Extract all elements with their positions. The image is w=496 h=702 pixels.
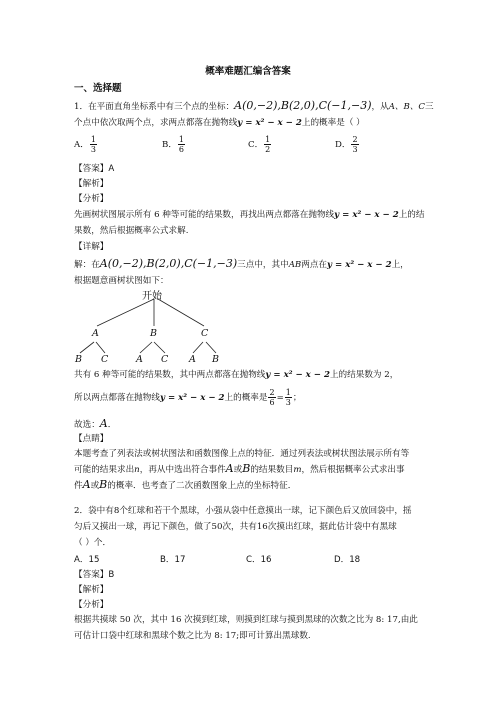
tree-root: 开始 xyxy=(142,291,162,302)
fraction: $\frac{1}{3}$ xyxy=(90,135,96,154)
option-a: A．15 xyxy=(74,555,100,565)
detail-label: 【详解】 xyxy=(74,242,109,252)
fenxi-text-line2: 果数，然后根据概率公式求解. xyxy=(74,226,189,236)
probability-line: 所以两点都落在抛物线y = x² − x − 2上的概率是 $\frac{2}{6}$ = $\frac{1}{3}$ ； xyxy=(74,388,302,407)
comment-label: 【点睛】 xyxy=(74,434,109,444)
tree-leaf: B xyxy=(75,354,82,365)
question-2-stem-line2: 匀后又摸出一球，再记下颜色，做了50次，共有16次摸出红球，据此估计袋中有黑球 xyxy=(74,522,397,532)
option-b: B．17 xyxy=(160,555,186,565)
tree-leaf: A xyxy=(189,354,196,365)
tree-node: B xyxy=(150,328,157,339)
tree-edge xyxy=(154,342,165,353)
tree-leaf: C xyxy=(101,354,109,365)
tree-leaf: C xyxy=(161,354,169,365)
fenxi-text-line1: 先画树状图展示所有 6 种等可能的结果数，再找出两点都落在抛物线y = x² − x − 2上的结 xyxy=(74,210,425,220)
fraction: $\frac{2}{6}$ xyxy=(269,388,275,407)
section-heading: 一、选择题 xyxy=(74,83,122,94)
comment-line2: 可能的结果求出n，再从中选出符合事件A或B的结果数目m，然后根据概率公式求出事 xyxy=(74,462,405,475)
fraction: $\frac{1}{3}$ xyxy=(285,388,291,407)
tree-edge xyxy=(193,342,203,353)
fenxi-text-line2: 可估计口袋中红球和黑球个数之比为 8: 17;即可计算出黑球数. xyxy=(74,631,311,641)
tree-edge xyxy=(96,342,105,353)
question-1-stem-line2: 个点中依次取两个点，求两点都落在抛物线y = x² − x − 2上的概率是（ ） xyxy=(74,118,365,128)
option-b: B． $\frac{1}{6}$ xyxy=(162,135,185,154)
option-c: C． $\frac{1}{2}$ xyxy=(248,135,271,154)
option-d: D． $\frac{2}{3}$ xyxy=(335,135,358,154)
question-1-stem-line1: 1．在平面直角坐标系中有三个点的坐标：A(0,−2),B(2,0),C(−1,−3)，从A、B、C三 xyxy=(74,99,434,112)
choose-line: 故选：A． xyxy=(74,417,117,430)
question-number: 1． xyxy=(74,102,89,112)
points-expression: A(0,−2),B(2,0),C(−1,−3) xyxy=(234,99,372,112)
option-c: C．16 xyxy=(246,555,272,565)
question-2-stem-line1: 2．袋中有8个红球和若干个黑球，小强从袋中任意摸出一球，记下颜色后又放回袋中，摇 xyxy=(74,506,412,516)
fenxi-label: 【分析】 xyxy=(74,600,109,610)
fraction: $\frac{2}{3}$ xyxy=(352,135,358,154)
detail-text-line1: 解：在A(0,−2),B(2,0),C(−1,−3)三点中，其中AB两点在y = x² − x − 2上， xyxy=(74,257,409,270)
fraction: $\frac{1}{2}$ xyxy=(265,135,271,154)
answer-label: 【答案】B xyxy=(74,570,115,580)
parabola-expression: y = x² − x − 2 xyxy=(237,118,302,128)
tree-intro: 根据题意画树状图如下： xyxy=(74,276,169,286)
tree-edge xyxy=(97,299,154,326)
option-d: D．18 xyxy=(334,555,361,565)
tree-node: A xyxy=(92,328,99,339)
fraction: $\frac{1}{6}$ xyxy=(178,135,185,154)
tree-edge xyxy=(158,299,204,326)
comment-line3: 件A或B的概率．也考查了二次函数图象上点的坐标特征． xyxy=(74,478,297,491)
analysis-label: 【解析】 xyxy=(74,585,109,595)
question-2-stem-line3: （ ）个． xyxy=(74,538,112,548)
option-a: A． $\frac{1}{3}$ xyxy=(74,135,96,154)
tree-leaf: A xyxy=(136,354,143,365)
comment-line1: 本题考查了列表法或树状图法和函数图像上点的特征．通过列表法或树状图法展示所有等 xyxy=(74,449,410,459)
tree-edge xyxy=(206,342,216,353)
document-title: 概率难题汇编含答案 xyxy=(205,66,291,77)
answer-label: 【答案】A xyxy=(74,164,115,174)
tree-leaf: B xyxy=(212,354,219,365)
tree-node: C xyxy=(201,328,209,339)
count-line: 共有 6 种等可能的结果数，其中两点都落在抛物线y = x² − x − 2上的结果数为 2， xyxy=(74,370,399,380)
analysis-label: 【解析】 xyxy=(74,179,109,189)
fenxi-label: 【分析】 xyxy=(74,194,109,204)
fenxi-text-line1: 根据共摸球 50 次，其中 16 次摸到红球，则摸到红球与摸到黑球的次数之比为 8: 17,由此 xyxy=(74,615,418,625)
tree-edge xyxy=(80,342,94,353)
tree-edge xyxy=(140,342,152,353)
question-number: 2． xyxy=(74,506,89,516)
